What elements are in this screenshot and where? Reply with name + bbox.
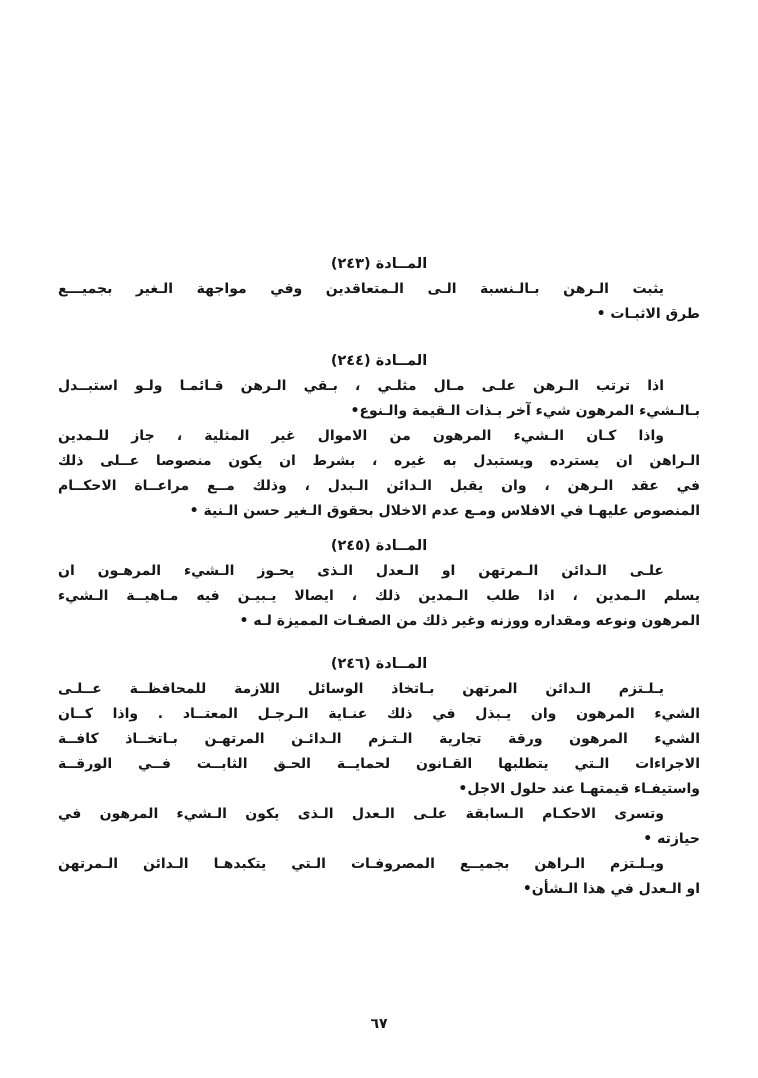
text-line: المنصوص عليهـا في الافلاس ومـع عدم الاخلال بحقوق الـغير حسن الـنية • bbox=[189, 503, 700, 519]
article-245 bbox=[58, 534, 700, 634]
text-line: الـراهن ان يسترده ويستبدل به غيره ، بشرط ان يكون منصوصا عــلى ذلك bbox=[58, 453, 700, 469]
article-245-paragraph-1 bbox=[58, 559, 700, 634]
article-243-paragraph-1 bbox=[58, 277, 700, 327]
text-line: الشيء المرهون ورقة تجارية الـتـزم الـدائـن المرتهـن بـاتخــاذ كافــة bbox=[58, 731, 700, 747]
text-line: يثبت الـرهن بـالـنسبة الـى الـمتعاقدين وفي مواجهة الـغير بجميـــع bbox=[58, 281, 664, 297]
article-heading-243: المــادة (٢٤٣) bbox=[330, 256, 428, 272]
text-line: في عقد الـرهن ، وان يقبل الـدائن الـبدل ، وذلك مــع مراعــاة الاحكــام bbox=[58, 478, 700, 494]
article-heading-244: المــادة (٢٤٤) bbox=[330, 353, 428, 369]
text-block bbox=[58, 252, 700, 902]
article-heading-245: المــادة (٢٤٥) bbox=[330, 538, 428, 554]
text-line: الاجراءات الـتي يتطلبها القـانون لحمايــة الحـق الثابــت فــي الورقــة bbox=[58, 756, 700, 772]
article-244-paragraph-2 bbox=[58, 424, 700, 524]
article-heading-246: المــادة (٢٤٦) bbox=[330, 656, 428, 672]
text-line: طرق الاثبـات • bbox=[596, 306, 700, 322]
text-line: ويـلـتزم الـراهن بجميــع المصروفـات الـتي يتكبدهـا الـدائن الـمرتهن bbox=[58, 856, 664, 872]
article-246-paragraph-3 bbox=[58, 852, 700, 902]
text-line: اذا ترتب الـرهن علـى مـال مثلـي ، بـقي الـرهن قـائمـا ولـو استبــدل bbox=[58, 378, 664, 394]
article-246-paragraph-2 bbox=[58, 802, 700, 852]
article-243 bbox=[58, 252, 700, 327]
text-line: حيازته • bbox=[643, 831, 700, 847]
text-line: بـالـشيء المرهون شيء آخر بـذات الـقيمة والـنوع• bbox=[350, 403, 700, 419]
article-244-paragraph-1 bbox=[58, 374, 700, 424]
text-line: واستيفـاء قيمتهـا عند حلول الاجل• bbox=[458, 781, 700, 797]
text-line: واذا كـان الـشيء المرهون من الاموال غير المثلية ، جاز للـمدين bbox=[58, 428, 664, 444]
text-line: يسلم الـمدين ، اذا طلب الـمدين ذلك ، ايصالا يـبيـن فيه مـاهيــة الـشيء bbox=[58, 588, 700, 604]
text-line: وتسرى الاحكـام الـسابقة علـى الـعدل الـذى يكون الـشيء المرهون في bbox=[58, 806, 664, 822]
text-line: او الـعدل في هذا الـشأن• bbox=[522, 881, 700, 897]
text-line: علـى الـدائن الـمرتهن او الـعدل الـذى يحـوز الـشيء المرهـون ان bbox=[58, 563, 664, 579]
text-line: يـلـتزم الـدائن المرتهن بـاتخاذ الوسائل اللازمة للمحافظــة عــلـى bbox=[58, 681, 664, 697]
article-246 bbox=[58, 652, 700, 902]
text-line: المرهون ونوعه ومقداره ووزنه وغير ذلك من الصفـات المميزة لـه • bbox=[239, 613, 700, 629]
article-244 bbox=[58, 349, 700, 524]
text-line: الشيء المرهون وان يـبذل في ذلك عنـاية الـرجـل المعتــاد . واذا كــان bbox=[58, 706, 700, 722]
article-246-paragraph-1 bbox=[58, 677, 700, 802]
page-number: ٦٧ bbox=[370, 1016, 388, 1032]
